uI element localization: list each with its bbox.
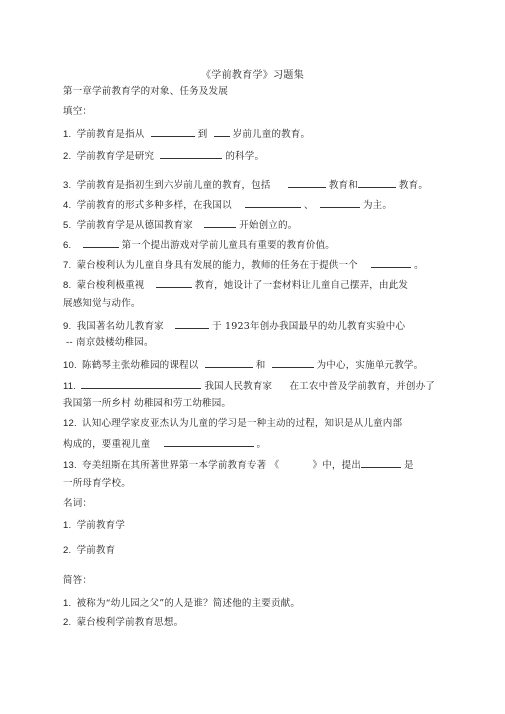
- term-number: 2.: [63, 545, 72, 556]
- answer-blank: [272, 358, 314, 368]
- answer-blank: [245, 198, 301, 208]
- answer-blank: [361, 458, 401, 468]
- short-question-1: [63, 598, 300, 610]
- question-number: 5.: [63, 220, 72, 231]
- question-text: 学前教育是指初生到六岁前儿童的教育，包括: [76, 180, 271, 191]
- term-1: [63, 520, 125, 532]
- question-number: 10.: [63, 360, 77, 371]
- question-text: 。: [414, 260, 424, 271]
- answer-blank: [205, 358, 253, 368]
- question-text: 蒙台梭利学前教育思想。: [76, 617, 184, 628]
- answer-blank: [358, 178, 396, 188]
- question-number: 7.: [63, 260, 72, 271]
- question-number: 2.: [63, 151, 72, 162]
- question-text: 我国人民教育家: [204, 381, 273, 392]
- question-text: 教育。: [398, 180, 429, 191]
- terms-heading: 名词：: [63, 498, 93, 509]
- question-6: [63, 238, 335, 252]
- question-number: 1.: [63, 598, 72, 609]
- term-text: 学前教育: [76, 545, 116, 556]
- question-12-continued: [63, 437, 266, 451]
- answer-blank: [151, 127, 195, 137]
- answer-blank: [164, 437, 254, 447]
- question-text: 和: [255, 360, 266, 371]
- question-4: [63, 198, 392, 212]
- question-text: 夸美纽斯在其所著世界第一本学前教育专著 《: [82, 460, 280, 471]
- question-number: 13.: [63, 460, 77, 471]
- question-text: 、: [304, 200, 314, 211]
- question-9: [63, 319, 405, 333]
- question-text: 为主。: [362, 200, 393, 211]
- question-text: 于 1923年创办我国最早的幼儿教育实验中心: [212, 321, 406, 332]
- question-5: [63, 218, 297, 232]
- question-number: 4.: [63, 200, 72, 211]
- question-text: 认知心理学家皮亚杰认为儿童的学习是一种主动的过程，知识是从儿童内部: [82, 418, 403, 429]
- answer-blank: [214, 127, 230, 137]
- question-text: 陈鹤琴主张幼稚园的课程以: [82, 360, 199, 371]
- answer-blank: [160, 149, 222, 159]
- question-10: [63, 358, 423, 372]
- term-2: [63, 545, 115, 557]
- question-text: 。: [256, 439, 267, 450]
- question-text: 学前教育学是从德国教育家: [76, 220, 193, 231]
- term-number: 1.: [63, 520, 72, 531]
- question-7: [63, 258, 424, 272]
- question-text: 构成的，要重视儿童: [63, 439, 151, 450]
- answer-blank: [83, 238, 119, 248]
- question-number: 11.: [63, 381, 77, 392]
- question-number: 9.: [63, 321, 72, 332]
- chapter-heading: 第一章学前教育学的对象、任务及发展: [63, 86, 228, 97]
- answer-blank: [320, 198, 360, 208]
- question-number: 3.: [63, 180, 72, 191]
- question-2: [63, 149, 264, 163]
- answer-blank: [288, 178, 326, 188]
- question-text: 蒙台梭利极重视: [76, 280, 145, 291]
- question-text: 的科学。: [225, 151, 265, 162]
- question-text: 学前教育是指从: [76, 129, 145, 140]
- question-text: 我国著名幼儿教育家: [76, 321, 164, 332]
- short-question-2: [63, 617, 183, 629]
- answer-blank: [175, 319, 209, 329]
- question-text: 在工农中普及学前教育，并创办了: [289, 381, 435, 392]
- question-text: 为中心，实施单元教学。: [316, 360, 424, 371]
- document-title: 《学前教育学》习题集: [201, 70, 304, 81]
- question-text: 》中，提出: [312, 460, 362, 471]
- question-text: 到: [197, 129, 208, 140]
- question-number: 1.: [63, 129, 72, 140]
- question-number: 2.: [63, 617, 72, 628]
- question-11: [63, 379, 435, 393]
- question-text: 教育和: [328, 180, 358, 191]
- answer-blank: [156, 278, 192, 288]
- question-3: [63, 178, 428, 192]
- question-text: 是: [404, 460, 414, 471]
- question-number: 8.: [63, 280, 72, 291]
- question-text: 教育，她设计了一套材料让儿童自己摆弄，由此发: [194, 280, 409, 291]
- answer-blank: [204, 218, 236, 228]
- question-text: 蒙台梭利认为儿童自身具有发展的能力，教师的任务在于提供一个: [76, 260, 358, 271]
- question-1: [63, 127, 310, 141]
- question-9-continued: -- 南京鼓楼幼稚园。: [66, 337, 154, 348]
- question-text: 岁前儿童的教育。: [232, 129, 311, 140]
- answer-blank: [371, 258, 411, 268]
- question-8-continued: 展感知觉与动作。: [63, 298, 141, 309]
- question-13: [63, 458, 414, 472]
- question-text: 学前教育学是研究: [76, 151, 155, 162]
- term-text: 学前教育学: [76, 520, 126, 531]
- question-text: 被称为“幼儿园之父”的人是谁？简述他的主要贡献。: [76, 598, 301, 609]
- question-12: [63, 418, 402, 430]
- question-text: 开始创立的。: [239, 220, 298, 231]
- question-8: [63, 278, 408, 292]
- fill-in-heading: 填空：: [63, 106, 93, 117]
- answer-blank: [81, 379, 201, 389]
- question-11-continued: 我国第一所乡村 幼稚园和劳工幼稚园。: [63, 398, 232, 409]
- question-number: 12.: [63, 418, 77, 429]
- question-text: 学前教育的形式多种多样，在我国以: [76, 200, 232, 211]
- question-text: 第一个提出游戏对学前儿童具有重要的教育价值。: [121, 240, 335, 251]
- question-13-continued: 一所母育学校。: [63, 478, 131, 489]
- question-number: 6.: [63, 240, 72, 251]
- short-answer-heading: 简答：: [63, 575, 93, 586]
